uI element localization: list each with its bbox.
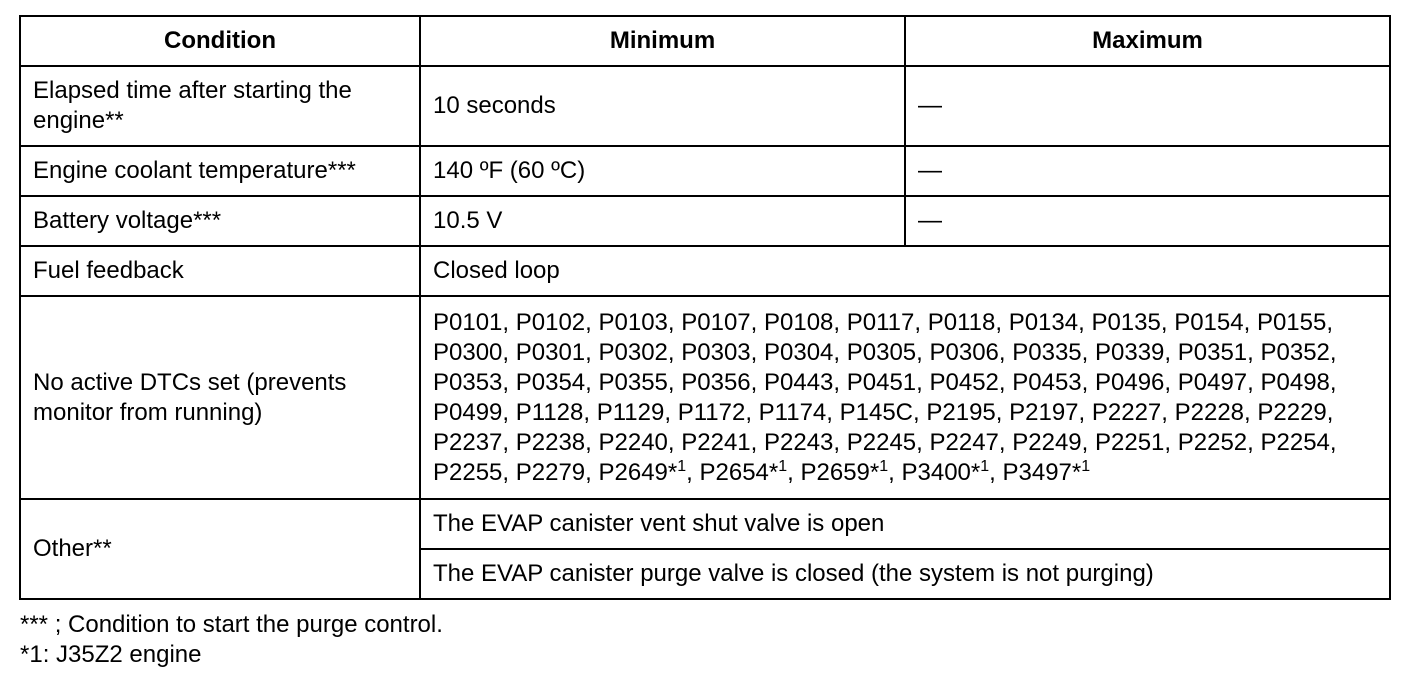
dtc-code: P2251 [1095,428,1165,456]
dtc-code: P2241 [681,428,751,456]
dtc-code: P2237 [433,428,503,456]
dtc-code: P0352 [1260,338,1330,366]
dtc-code: P2243 [764,428,834,456]
dtc-separator: , [888,458,902,486]
dtc-separator: , [667,338,682,366]
dtc-code: P0443 [764,368,834,396]
header-maximum: Maximum [905,16,1390,66]
dtc-separator: , [585,368,599,396]
dtc-separator: , [745,398,759,426]
dtc-code: P0300 [433,338,503,366]
dtc-code: P2249 [1012,428,1082,456]
dtc-code: P1174 [758,398,827,426]
row-fuel-feedback [20,246,1390,296]
dtc-code: P2245 [846,428,917,456]
dtc-code: P0355 [598,368,668,396]
dtc-code: P0453 [1012,368,1082,396]
dtc-code: P2238 [515,428,586,456]
dtc-separator: , [667,308,682,336]
other-purge-valve: The EVAP canister purge valve is closed (the system is not purging) [420,549,1390,599]
dtc-separator: , [502,308,516,336]
dtc-separator: , [502,368,516,396]
row-no-active-dtcs [20,296,1390,499]
dtc-line [433,368,1377,398]
dtc-code: P145C [839,398,914,426]
dtc-separator: , [1329,368,1337,396]
dtc-separator: , [502,338,516,366]
dtc-separator: , [998,428,1013,456]
dtc-code: P0335 [1012,338,1082,366]
dtc-code: P0155 [1256,308,1327,336]
dtc-separator: , [1081,338,1095,366]
dtc-code: P0496 [1095,368,1165,396]
dtc-code: P3400* [901,458,981,486]
dtc-code: P0451 [846,368,917,396]
dtc-separator: , [1326,398,1334,426]
dtc-code: P0499 [433,398,503,426]
minimum-coolant-temperature: 140 ºF (60 ºC) [420,146,905,196]
dtc-separator: , [585,458,599,486]
dtc-separator: , [826,398,840,426]
dtc-line [433,428,1377,458]
dtc-code: P0353 [433,368,503,396]
dtc-separator: , [1081,428,1095,456]
dtc-code: P0351 [1177,338,1248,366]
dtc-separator: , [1164,428,1178,456]
dtc-separator: , [833,428,847,456]
dtc-code: P0102 [515,308,586,336]
dtc-separator: , [916,338,930,366]
dtc-separator: , [667,428,682,456]
row-coolant-temperature [20,146,1390,196]
dtc-line [433,398,1377,428]
dtc-footnote-marker: 1 [778,457,788,475]
dtc-code: P0452 [929,368,999,396]
dtc-code: P1128 [515,398,584,426]
dtc-separator: , [833,308,847,336]
dtc-footnote-marker: 1 [980,457,990,475]
dtc-separator: , [1243,308,1257,336]
dtc-code: P2279 [515,458,586,486]
dtc-footnote-marker: 1 [677,457,687,475]
dtc-separator: , [916,428,930,456]
row-battery-voltage [20,196,1390,246]
dtc-separator: , [914,308,928,336]
dtc-separator: , [1247,338,1261,366]
condition-battery-voltage: Battery voltage*** [20,196,420,246]
dtc-code: P0101 [433,308,503,336]
dtc-separator: , [502,458,516,486]
dtc-separator: , [502,398,516,426]
dtc-line [433,308,1377,338]
dtc-separator: , [583,398,597,426]
dtc-code: P0117 [846,308,915,336]
dtc-code: P0306 [929,338,999,366]
dtc-code: P0108 [764,308,834,336]
header-minimum: Minimum [420,16,905,66]
footnote-purge-control: *** ; Condition to start the purge control. [20,611,443,638]
dtc-code: P0497 [1177,368,1248,396]
dtc-separator: , [1244,398,1258,426]
dtc-code: P2659* [800,458,880,486]
dtc-separator: , [995,308,1009,336]
dtc-separator: , [585,308,599,336]
dtc-code: P2649* [598,458,678,486]
dtc-separator: , [1081,368,1095,396]
dtc-code: P0134 [1008,308,1079,336]
dtc-code: P0339 [1095,338,1165,366]
dtc-separator: , [1329,428,1337,456]
maximum-elapsed-time: — [905,66,1390,146]
dtc-separator: , [998,338,1013,366]
dtc-separator: , [1164,338,1178,366]
dtc-separator: , [750,368,764,396]
header-condition: Condition [20,16,420,66]
dtc-separator: , [502,428,516,456]
row-elapsed-time [20,66,1390,146]
dtc-separator: , [1078,308,1092,336]
dtc-separator: , [1247,428,1261,456]
dtc-separator: , [1247,368,1261,396]
dtc-code: P0354 [515,368,586,396]
dtc-separator: , [585,428,599,456]
dtc-separator: , [1329,338,1337,366]
dtc-separator: , [1161,398,1175,426]
dtc-code: P3497* [1002,458,1082,486]
dtc-separator: , [833,338,847,366]
conditions-table [19,15,1391,600]
dtc-separator: , [1160,308,1175,336]
dtc-code: P2252 [1177,428,1248,456]
dtc-code: P2229 [1257,398,1327,426]
condition-other: Other** [20,499,420,599]
dtc-code: P2197 [1009,398,1079,426]
dtc-code: P2654* [699,458,779,486]
maximum-coolant-temperature: — [905,146,1390,196]
row-other-vent [20,499,1390,549]
dtc-code: P0303 [681,338,751,366]
dtc-code: P2254 [1260,428,1330,456]
dtc-code: P0304 [764,338,834,366]
dtc-separator: , [989,458,1003,486]
dtc-code: P1172 [677,398,746,426]
value-fuel-feedback: Closed loop [420,246,1390,296]
dtc-separator: , [585,338,599,366]
minimum-battery-voltage: 10.5 V [420,196,905,246]
dtc-code: P0498 [1260,368,1330,396]
dtc-code: P2240 [598,428,668,456]
maximum-battery-voltage: — [905,196,1390,246]
dtc-separator: , [750,428,764,456]
dtc-separator: , [1078,398,1092,426]
dtc-code: P0305 [846,338,917,366]
condition-elapsed-time: Elapsed time after starting the engine** [20,66,420,146]
dtc-code: P0301 [515,338,586,366]
dtc-code: P0135 [1091,308,1161,336]
condition-coolant-temperature: Engine coolant temperature*** [20,146,420,196]
dtc-code: P0302 [598,338,668,366]
dtc-code: P0118 [927,308,996,336]
condition-fuel-feedback: Fuel feedback [20,246,420,296]
dtc-code: P2195 [926,398,996,426]
condition-no-active-dtcs: No active DTCs set (prevents monitor from running) [20,296,420,499]
dtc-code: P2227 [1091,398,1162,426]
dtc-separator: , [998,368,1013,396]
dtc-footnote-marker: 1 [879,457,889,475]
dtc-code: P1129 [596,398,665,426]
header-row [20,16,1390,66]
dtc-code: P2228 [1174,398,1245,426]
dtc-separator: , [833,368,847,396]
dtc-separator: , [750,308,764,336]
dtc-separator: , [916,368,930,396]
dtc-code: P0356 [681,368,751,396]
dtc-separator: , [1164,368,1178,396]
dtc-separator: , [995,398,1010,426]
footnote-engine-variant: *1: J35Z2 engine [20,641,202,668]
dtc-line [433,458,1377,488]
dtc-separator: , [686,458,700,486]
other-vent-shut-valve: The EVAP canister vent shut valve is open [420,499,1390,549]
dtc-separator: , [667,368,682,396]
dtc-separator: , [787,458,801,486]
dtc-footnote-marker: 1 [1081,457,1091,475]
dtc-code: P0154 [1174,308,1244,336]
dtc-separator: , [664,398,678,426]
dtc-separator: , [750,338,764,366]
dtc-separator: , [913,398,927,426]
dtc-code: P2247 [929,428,999,456]
dtc-code: P2255 [433,458,503,486]
dtc-separator: , [1326,308,1334,336]
dtc-code: P0107 [681,308,751,336]
minimum-elapsed-time: 10 seconds [420,66,905,146]
dtc-line [433,338,1377,368]
dtc-list [420,296,1390,499]
dtc-code: P0103 [598,308,668,336]
